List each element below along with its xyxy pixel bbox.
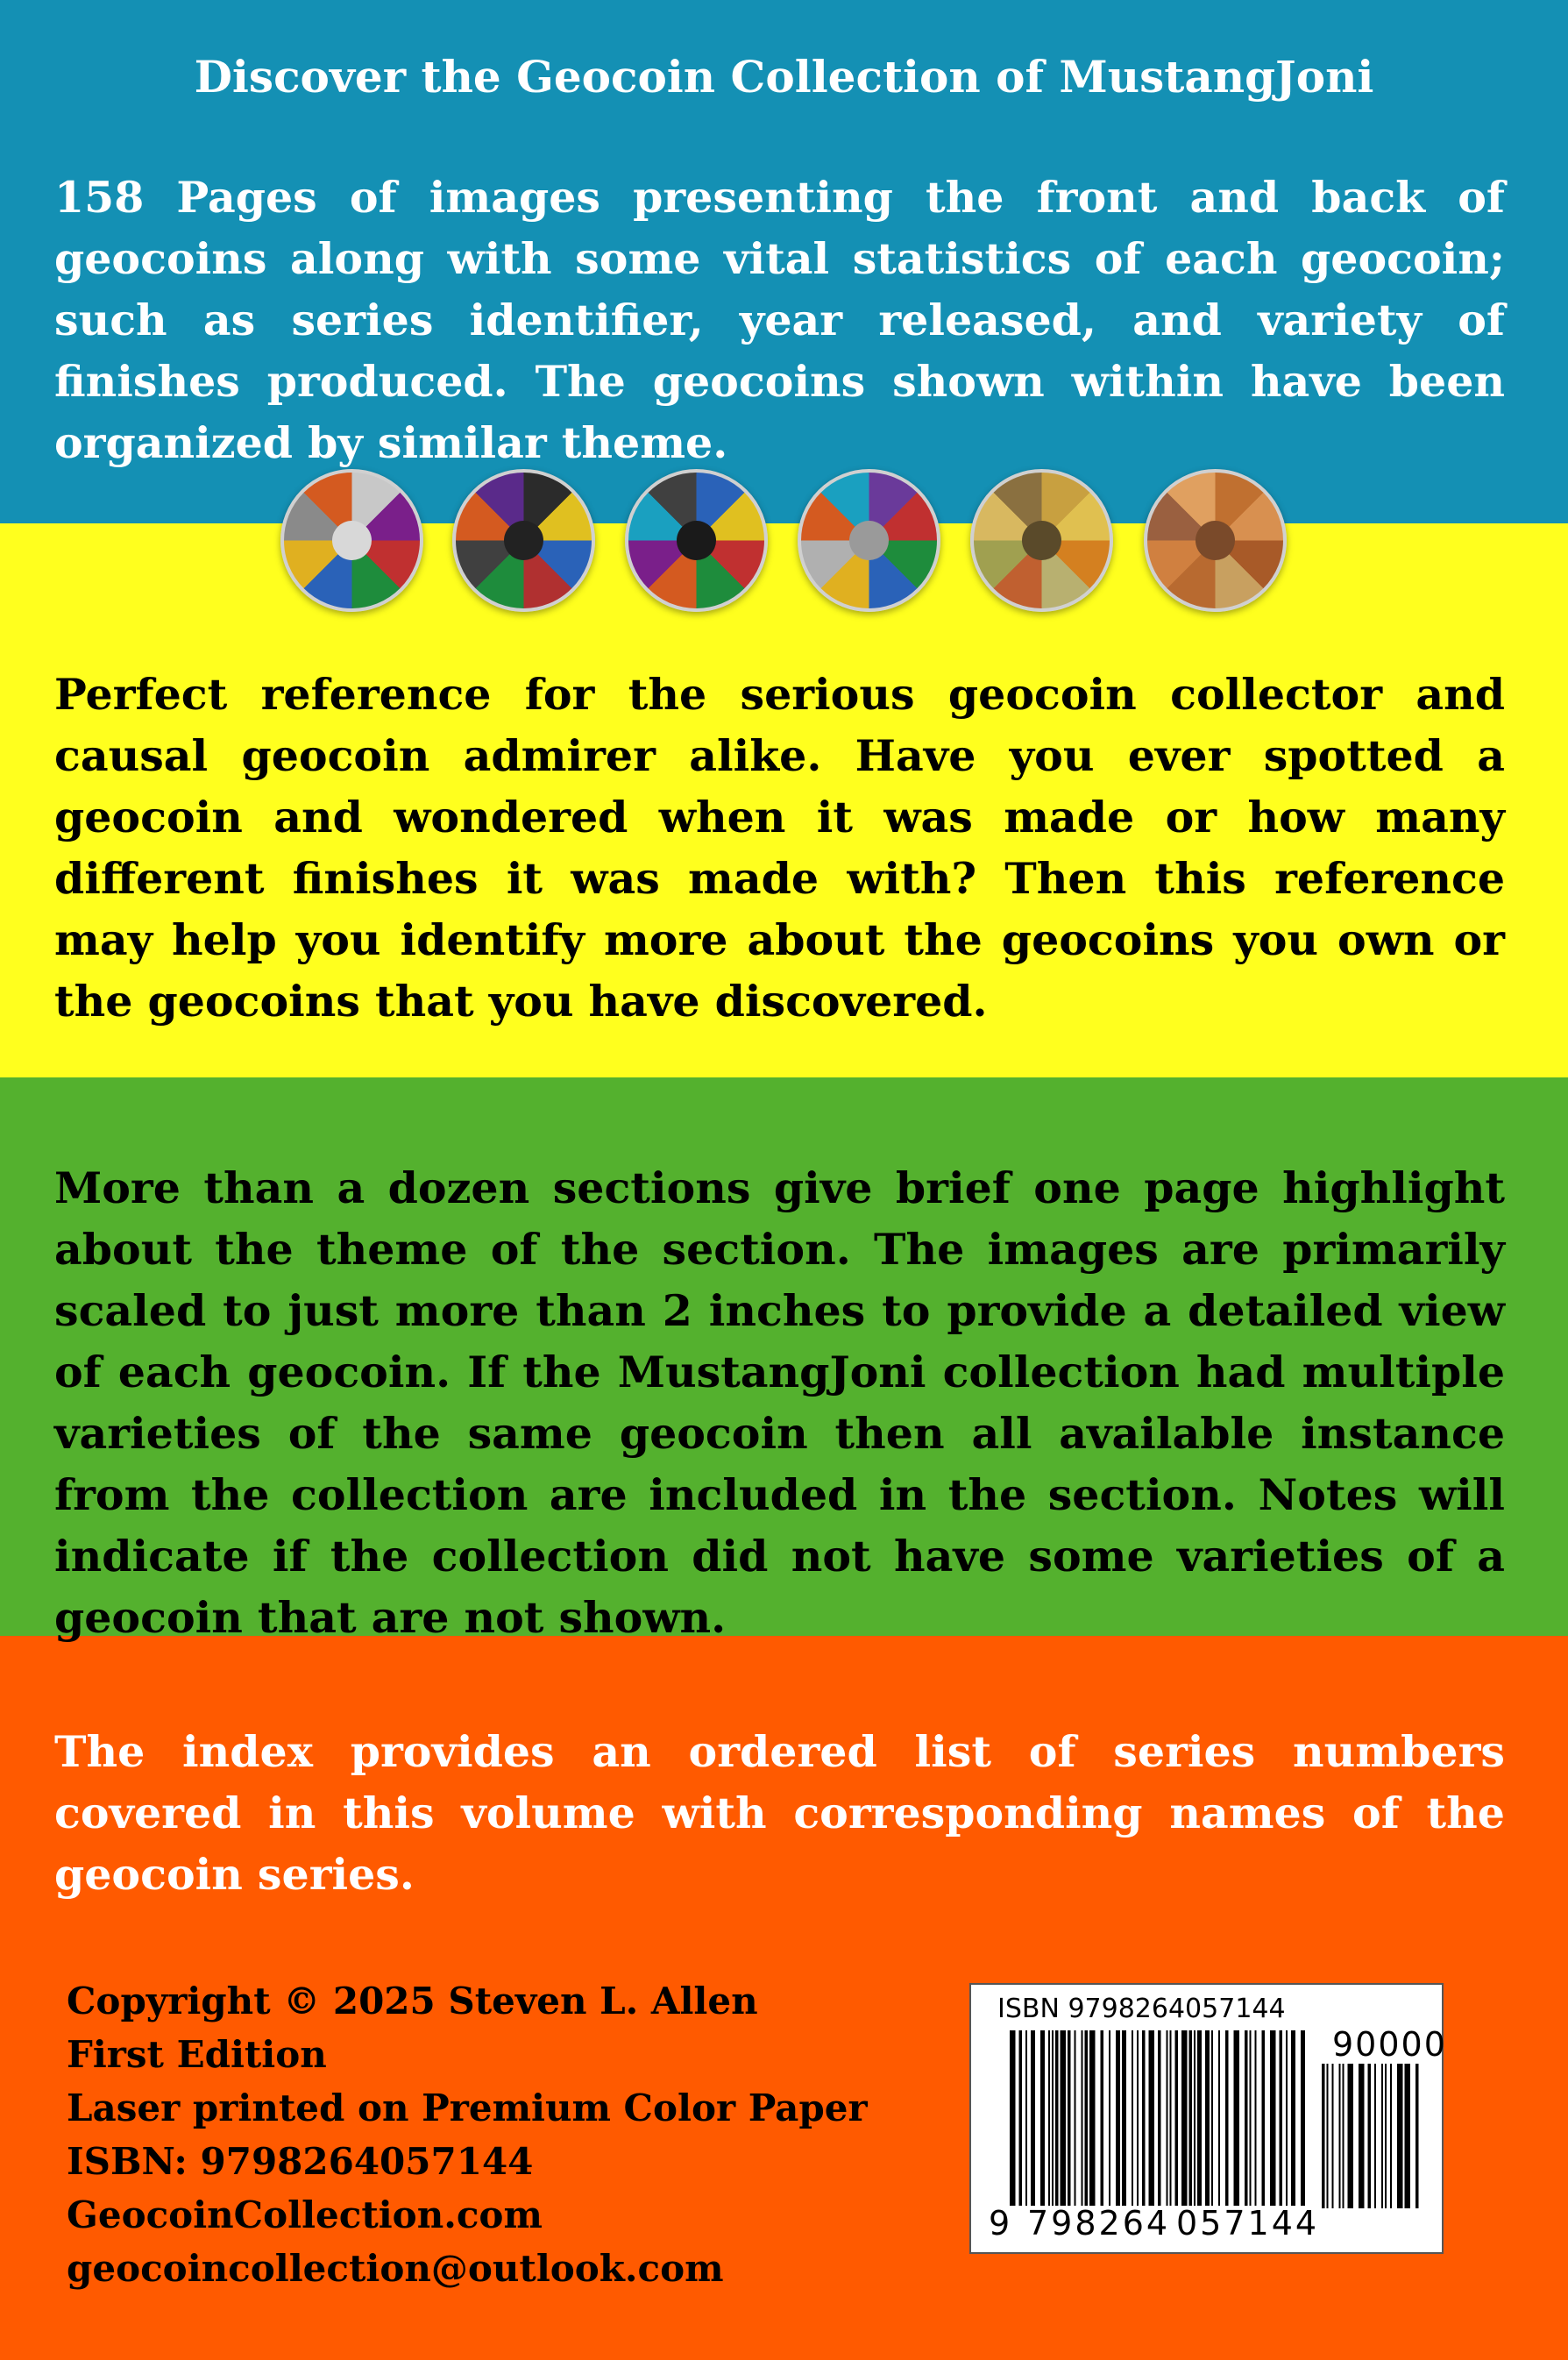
barcode-bar [1390,2064,1392,2208]
isbn-first-digit: 9 [989,2204,1011,2243]
barcode-bar [1262,2030,1266,2206]
barcode-bar [1194,2030,1196,2206]
isbn-barcode-label: ISBN 9798264057144 [997,1994,1286,2024]
barcode-bar [1101,2030,1104,2206]
intro-paragraph: 158 Pages of images presenting the front and back of geocoins along with some vital statistics of each geocoin; such as series identifier, year released, and variety of finishes produced. The geocoins shown within have been organized by similar theme. [54,172,1505,468]
barcode-bar [1142,2030,1146,2206]
price-code: 90000 [1332,2025,1447,2064]
barcode-bar [1122,2030,1126,2206]
barcode-bar [1301,2030,1305,2206]
barcode-bar [1189,2030,1193,2206]
credits-block [67,1974,868,2295]
barcode-bar [1075,2030,1076,2206]
isbn-digit-group: 057144 [1176,2204,1320,2243]
barcode-bar [1040,2030,1045,2206]
barcode-bar [1010,2030,1016,2206]
barcode-bar [1082,2030,1083,2206]
barcode-bar [1031,2030,1035,2206]
barcode-bar [1385,2064,1387,2208]
geocoin-gold-wheel [970,469,1113,612]
barcode-bar [1085,2030,1089,2206]
barcode-bar [1211,2030,1213,2206]
isbn-line: ISBN: 9798264057144 [67,2140,534,2183]
edition-line: First Edition [67,2033,327,2076]
geocoin-silver-wheel [280,469,423,612]
barcode-bar [1068,2030,1071,2206]
barcode-bar [1327,2064,1329,2208]
geocoin-black-nickel-wheel [452,469,595,612]
barcode-bar [1245,2030,1248,2206]
geocoin-rainbow-wheel [625,469,768,612]
barcode-bar [1322,2064,1325,2208]
barcode-bar [1109,2030,1110,2206]
barcode-bar [1255,2030,1257,2206]
geocoin-copper-wheel [1144,469,1287,612]
barcode-bar [1170,2030,1172,2206]
cover-title: Discover the Geocoin Collection of MustangJoni [194,51,1374,103]
barcode-bar [1158,2030,1161,2206]
barcode-bars [1010,2030,1308,2206]
barcode-bar [1061,2030,1067,2206]
barcode-bar [1218,2030,1220,2206]
isbn-digit-group: 798264 [1027,2204,1171,2243]
barcode-bar [1055,2030,1059,2206]
paper-line: Laser printed on Premium Color Paper [67,2086,868,2129]
barcode-bar [1048,2030,1050,2206]
barcode-bar [1234,2030,1240,2206]
barcode-bar [1291,2030,1295,2206]
barcode-bar [1270,2030,1276,2206]
barcode-bar [1405,2064,1411,2208]
barcode-bar [1359,2064,1365,2208]
website-link[interactable]: GeocoinCollection.com [67,2193,543,2236]
barcode-bar [1374,2064,1376,2208]
barcode-bar [1343,2064,1345,2208]
copyright-line: Copyright © 2025 Steven L. Allen [67,1980,758,2022]
barcode-bar [1132,2030,1133,2206]
barcode-bar [1286,2030,1288,2206]
sections-paragraph: More than a dozen sections give brief one page highlight about the theme of the section. The images are primarily scaled to just more than 2 inches to provide a detailed view of each geocoin. If the MustangJoni collection had multiple varieties of the same geocoin then all available instance from the collection are included in the section. Notes will indicate if the collection did not have some varieties of a geocoin that are not shown. [54,1162,1505,1643]
addon-barcode-bars [1322,2064,1427,2208]
barcode-bar [1019,2030,1023,2206]
index-paragraph: The index provides an ordered list of series numbers covered in this volume with corresponding names of the geocoin series. [54,1726,1505,1900]
geocoin-polished-wheel [798,469,940,612]
barcode-bar [1167,2030,1168,2206]
barcode-bar [1137,2030,1139,2206]
barcode-bar [1175,2030,1179,2206]
barcode-bar [1250,2030,1252,2206]
geocoin-row [0,469,1568,614]
barcode-bar [1397,2064,1403,2208]
email-link[interactable]: geocoincollection@outlook.com [67,2247,724,2290]
barcode-bar [1415,2064,1419,2208]
barcode-bar [1052,2030,1054,2206]
barcode-bar [1089,2030,1096,2206]
barcode-bar [1339,2064,1341,2208]
barcode-bar [1025,2030,1027,2206]
barcode-bar [1116,2030,1120,2206]
isbn-barcode [969,1983,1447,2254]
barcode-bar [1181,2030,1188,2206]
barcode-bar [1197,2030,1202,2206]
barcode-bar [1225,2030,1229,2206]
barcode-bar [1368,2064,1372,2208]
barcode-bar [1332,2064,1334,2208]
barcode-bar [1381,2064,1383,2208]
reference-paragraph: Perfect reference for the serious geocoin collector and causal geocoin admirer alike. Have you ever spotted a geocoin and wondered when it was made or how many different finishes it was made with? Then this reference may help you identify more about the geocoins you own or the geocoins that you have discovered. [54,669,1505,1027]
barcode-bar [1348,2064,1354,2208]
barcode-bar [1280,2030,1283,2206]
barcode-bar [1205,2030,1210,2206]
barcode-bar [1149,2030,1155,2206]
